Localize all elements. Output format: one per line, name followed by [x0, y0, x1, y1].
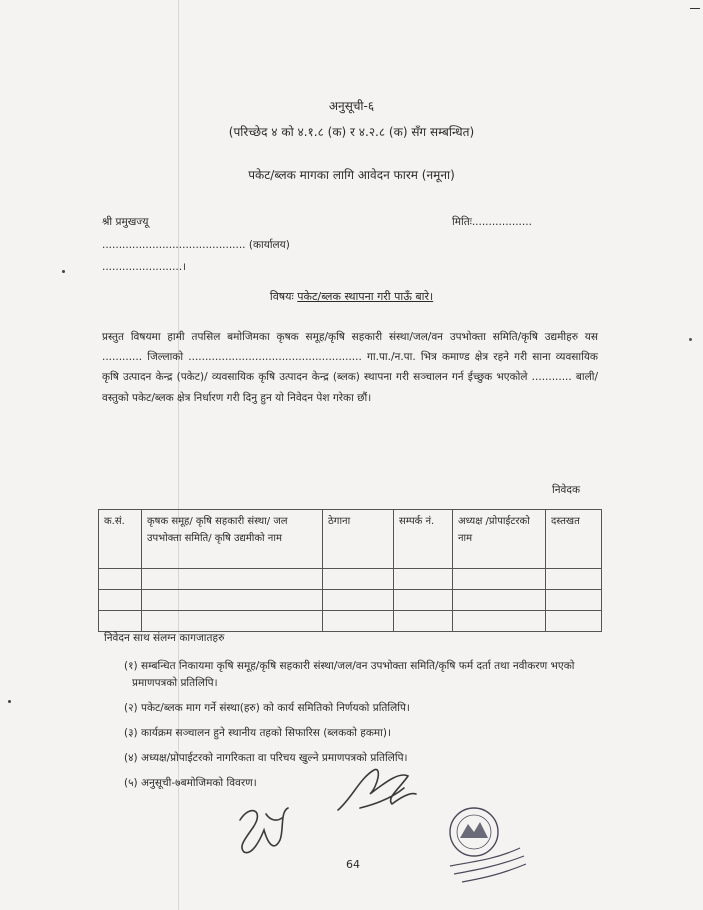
table-cell	[453, 569, 546, 590]
signature-1	[330, 758, 420, 820]
table-row	[99, 611, 602, 632]
subject-text: पकेट/ब्लक स्थापना गरी पाऊँ बारे।	[297, 290, 434, 303]
scan-speck	[689, 338, 692, 341]
table-row	[99, 569, 602, 590]
reference-line: (परिच्छेद ४ को ४.१.८ (क) र ४.२.८ (क) सँग सम्बन्धित)	[228, 125, 475, 139]
subject-label: विषयः	[269, 290, 294, 303]
table-cell	[323, 590, 394, 611]
official-stamp	[440, 804, 530, 884]
office-line: ........................................... (कार्यालय)	[102, 239, 290, 251]
subject-line	[0, 289, 703, 304]
table-cell	[99, 590, 142, 611]
list-item: (५) अनुसूची-७बमोजिमको विवरण।	[124, 777, 257, 789]
table-cell	[142, 611, 323, 632]
signature-2	[230, 800, 296, 862]
page-number: 64	[346, 858, 360, 871]
table-cell	[142, 590, 323, 611]
applicant-table	[98, 509, 602, 632]
schedule-title: अनुसूची-६	[328, 99, 375, 113]
table-cell	[546, 611, 602, 632]
table-cell	[394, 569, 453, 590]
addressee: श्री प्रमुखज्यू	[102, 216, 149, 228]
table-cell	[394, 611, 453, 632]
table-cell	[99, 611, 142, 632]
table-cell	[323, 611, 394, 632]
col-address: ठेगाना	[323, 510, 394, 569]
scan-artifact	[690, 8, 700, 9]
table-cell	[546, 590, 602, 611]
applicant-label: निवेदक	[552, 484, 581, 496]
list-item: (४) अध्यक्ष/प्रोपाईटरको नागरिकता वा परिचय खुल्ने प्रमाणपत्रको प्रतिलिपि।	[124, 752, 408, 764]
table-cell	[323, 569, 394, 590]
body-paragraph: प्रस्तुत विषयमा हामी तपसिल बमोजिमका कृषक समूह/कृषि सहकारी संस्था/जल/वन उपभोक्ता समिति/कृषि उद्यमीहरु यस ............ जिल्लाको .................................................... गा.पा./न.पा. भित्र कमाण्ड क्षेत्र रहने गरी साना व्यवसायिक कृषि उत्पादन केन्द्र (पकेट)/ व्यवसायिक कृषि उत्पादन केन्द्र (ब्लक) स्थापना गरी सञ्चालन गर्न ईच्छुक भएकोले ............ बाली/वस्तुको पकेट/ब्लक क्षेत्र निर्धारण गरी दिनु हुन यो निवेदन पेश गरेका छौं।	[102, 331, 598, 404]
table-row	[99, 590, 602, 611]
list-item: (१) सम्बन्धित निकायमा कृषि समूह/कृषि सहकारी संस्था/जल/वन उपभोक्ता समिति/कृषि फर्म दर्ता तथा नवीकरण भएको प्रमाणपत्रको प्रतिलिपि।	[124, 660, 575, 689]
table-cell	[546, 569, 602, 590]
table-cell	[453, 611, 546, 632]
col-serial: क.सं.	[99, 510, 142, 569]
col-contact: सम्पर्क नं.	[394, 510, 453, 569]
scan-speck	[8, 700, 11, 703]
list-item: (२) पकेट/ब्लक माग गर्ने संस्था(हरु) को कार्य समितिको निर्णयको प्रतिलिपि।	[124, 702, 410, 714]
form-title: पकेट/ब्लक मागका लागि आवेदन फारम (नमूना)	[248, 168, 455, 182]
table-cell	[142, 569, 323, 590]
table-cell	[99, 569, 142, 590]
col-chairperson: अध्यक्ष /प्रोपाईटरको नाम	[453, 510, 546, 569]
enclosures-heading: निवेदन साथ संलग्न कागजातहरु	[104, 632, 225, 644]
table-cell	[394, 590, 453, 611]
table-cell	[453, 590, 546, 611]
col-signature: दस्तखत	[546, 510, 602, 569]
scan-speck	[62, 270, 65, 273]
list-item: (३) कार्यक्रम सञ्चालन हुने स्थानीय तहको सिफारिस (ब्लकको हकमा)।	[124, 727, 391, 739]
place-line: ........................।	[102, 261, 187, 273]
col-organization: कृषक समूह/ कृषि सहकारी संस्था/ जल उपभोक्ता समिति/ कृषि उद्यमीको नाम	[142, 510, 323, 569]
date-field: मितिः..................	[452, 216, 532, 228]
table-header-row	[99, 510, 602, 569]
